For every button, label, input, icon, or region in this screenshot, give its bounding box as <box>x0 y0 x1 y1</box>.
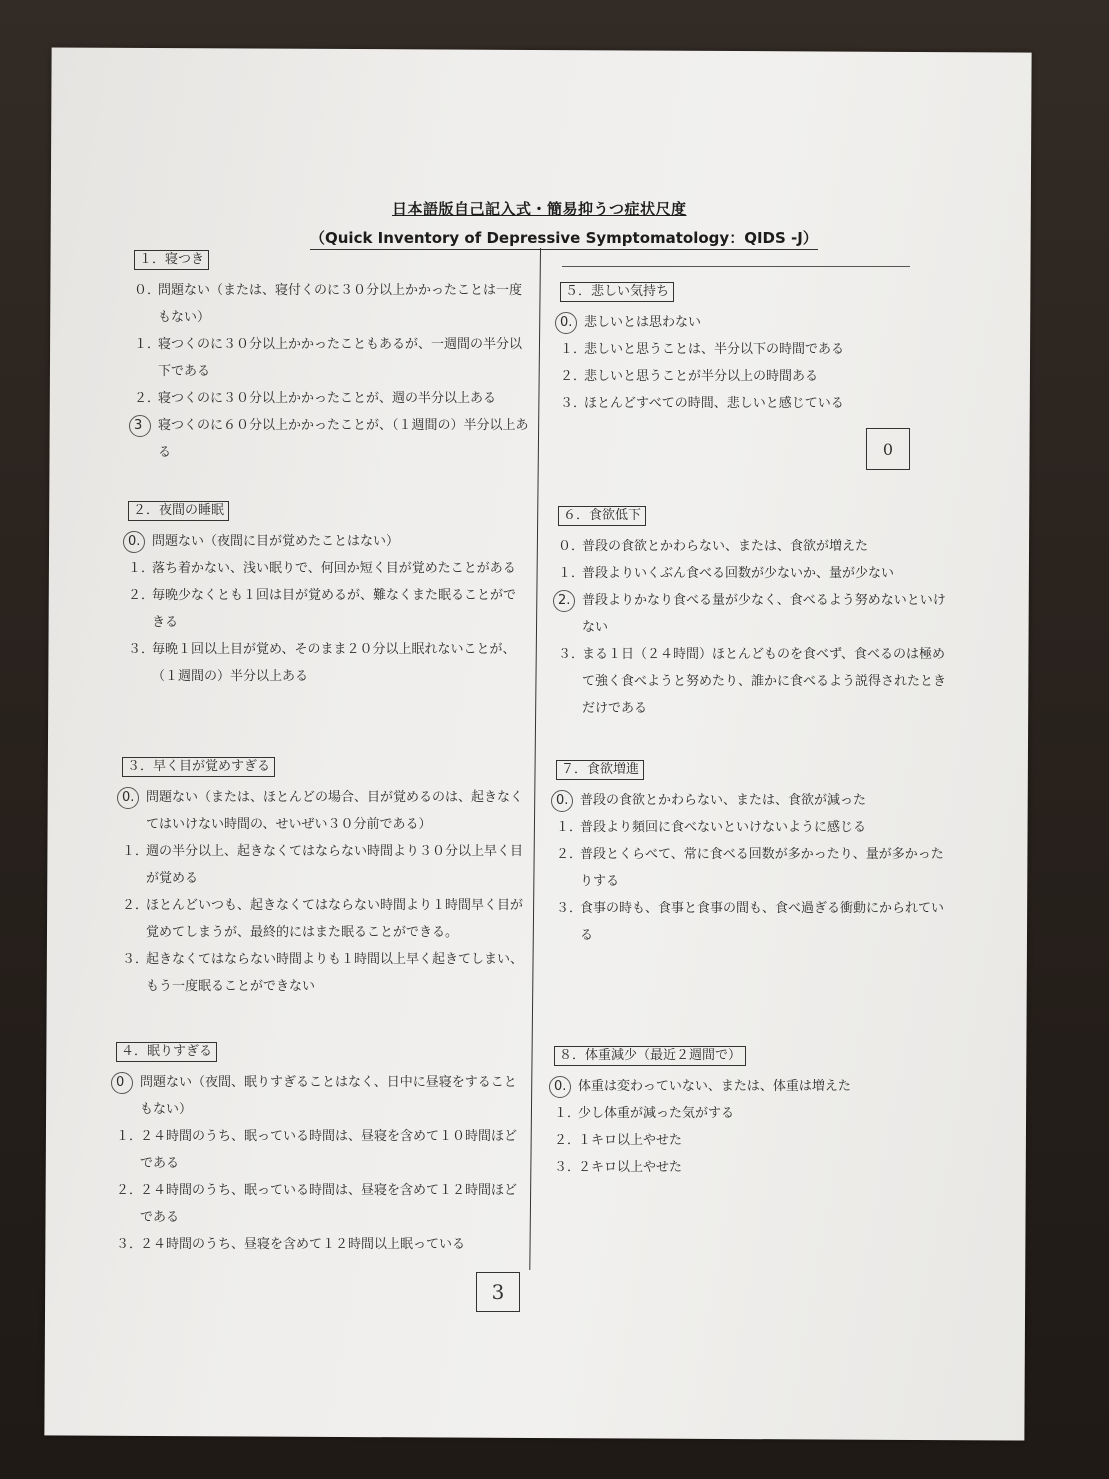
list-item <box>134 385 534 412</box>
section-early-waking <box>122 757 526 1000</box>
item-number: ２． <box>554 1133 581 1148</box>
list-item <box>116 1123 520 1177</box>
page-score-box: 3 <box>476 1272 520 1312</box>
item-text: 悲しいと思うことが半分以上の時間ある <box>584 369 819 384</box>
item-text: ２キロ以上やせた <box>578 1160 683 1175</box>
item-number: ３． <box>558 647 585 662</box>
section-weight-loss <box>554 1046 954 1181</box>
item-number: １． <box>558 566 585 581</box>
section-heading: ７．食欲増進 <box>556 760 644 780</box>
list-item <box>134 331 534 385</box>
list-item <box>560 336 920 363</box>
item-text: 起きなくてはならない時間よりも１時間以上早く起きてしまい、もう一度眠ることができない <box>146 952 524 994</box>
list-item-selected <box>556 787 956 814</box>
list-item <box>556 895 956 949</box>
item-number: 0. <box>556 793 569 808</box>
list-item-selected <box>116 1069 520 1123</box>
section-sadness <box>560 282 920 417</box>
list-item <box>128 582 528 636</box>
item-number: 0 <box>116 1075 125 1090</box>
list-item <box>128 636 528 690</box>
item-text: ２４時間のうち、眠っている時間は、昼寝を含めて１０時間ほどである <box>140 1129 518 1171</box>
list-item <box>558 533 956 560</box>
item-number: １． <box>556 820 583 835</box>
list-item <box>554 1127 954 1154</box>
item-text: 問題ない（または、寝付くのに３０分以上かかったことは一度もない） <box>158 283 523 325</box>
list-item <box>556 841 956 895</box>
item-number: ３． <box>128 642 155 657</box>
item-text: 落ち着かない、浅い眠りで、何回か短く目が覚めたことがある <box>152 561 516 576</box>
item-text: ２４時間のうち、昼寝を含めて１２時間以上眠っている <box>140 1237 466 1252</box>
item-text: 普段の食欲とかわらない、または、食欲が増えた <box>582 539 869 554</box>
item-text: 少し体重が減った気がする <box>578 1106 735 1121</box>
item-number: ０． <box>558 539 585 554</box>
item-text: 問題ない（または、ほとんどの場合、目が覚めるのは、起きなくてはいけない時間の、せいぜい３０分前である） <box>146 790 524 832</box>
section-heading: ３．早く目が覚めすぎる <box>122 757 275 777</box>
list-item <box>558 641 956 722</box>
item-number: ３． <box>556 901 583 916</box>
item-text: 週の半分以上、起きなくてはならない時間より３０分以上早く目が覚める <box>146 844 524 886</box>
top-rule <box>562 266 910 267</box>
item-number: ２． <box>122 898 149 913</box>
list-item <box>116 1231 520 1258</box>
list-item <box>554 1154 954 1181</box>
item-text: ほとんどいつも、起きなくてはならない時間より１時間早く目が覚めてしまうが、最終的にはまた眠ることができる。 <box>146 898 524 940</box>
item-number: ２． <box>116 1183 143 1198</box>
item-number: ３． <box>554 1160 581 1175</box>
item-number: 2. <box>558 593 571 608</box>
list-item-selected <box>558 587 956 641</box>
item-text: 毎晩少なくとも１回は目が覚めるが、難なくまた眠ることができる <box>152 588 517 630</box>
section-decreased-appetite <box>558 506 956 722</box>
item-text: 普段とくらべて、常に食べる回数が多かったり、量が多かったりする <box>580 847 944 889</box>
list-item-selected <box>560 309 920 336</box>
item-number: １． <box>554 1106 581 1121</box>
list-item-selected <box>128 528 528 555</box>
section-heading: ２．夜間の睡眠 <box>128 501 229 521</box>
list-item <box>122 892 526 946</box>
item-number: ２． <box>134 391 161 406</box>
item-text: 悲しいとは思わない <box>584 315 702 330</box>
section-heading: ５．悲しい気持ち <box>560 282 674 302</box>
item-text: 普段よりいくぶん食べる回数が少ないか、量が少ない <box>582 566 895 581</box>
list-item-selected <box>134 412 534 466</box>
item-text: 寝つくのに３０分以上かかったこともあるが、一週間の半分以下である <box>158 337 523 379</box>
list-item <box>558 560 956 587</box>
item-text: 問題ない（夜間に目が覚めたことはない） <box>152 534 400 549</box>
item-text: 寝つくのに６０分以上かかったことが、（１週間の）半分以上ある <box>158 418 529 460</box>
item-text: １キロ以上やせた <box>578 1133 683 1148</box>
item-text: 体重は変わっていない、または、体重は増えた <box>578 1079 851 1094</box>
item-number: １． <box>134 337 161 352</box>
section-oversleeping <box>116 1042 520 1258</box>
list-item <box>122 838 526 892</box>
list-item <box>560 390 920 417</box>
item-number: ３． <box>560 396 587 411</box>
item-number: １． <box>128 561 155 576</box>
item-number: ２． <box>128 588 155 603</box>
list-item <box>560 363 920 390</box>
document-subtitle: （Quick Inventory of Depressive Symptomatology：QIDS -J） <box>310 227 818 250</box>
section-night-sleep <box>128 501 528 690</box>
item-text: 普段の食欲とかわらない、または、食欲が減った <box>580 793 867 808</box>
list-item <box>554 1100 954 1127</box>
item-text: 普段より頻回に食べないといけないように感じる <box>580 820 867 835</box>
item-number: １． <box>122 844 149 859</box>
item-number: 0. <box>560 315 573 330</box>
list-item <box>134 277 534 331</box>
item-number: 0. <box>128 534 141 549</box>
section-increased-appetite <box>556 760 956 949</box>
section-heading: ４．眠りすぎる <box>116 1042 217 1062</box>
list-item-selected <box>554 1073 954 1100</box>
section-sleep-onset <box>134 250 534 466</box>
item-text: ほとんどすべての時間、悲しいと感じている <box>584 396 844 411</box>
item-number: ０． <box>134 283 161 298</box>
section-heading: ６．食欲低下 <box>558 506 646 526</box>
document-title: 日本語版自己記入式・簡易抑うつ症状尺度 <box>392 200 687 218</box>
item-text: まる１日（２４時間）ほとんどものを食べず、食べるのは極めて強く食べようと努めたり、誰かに食べるよう説得されたときだけである <box>582 647 947 716</box>
item-number: ２． <box>556 847 583 862</box>
item-text: ２４時間のうち、眠っている時間は、昼寝を含めて１２時間ほどである <box>140 1183 518 1225</box>
item-text: 毎晩１回以上目が覚め、そのまま２０分以上眠れないことが、（１週間の）半分以上ある <box>152 642 516 684</box>
section-heading: １．寝つき <box>134 250 209 270</box>
item-text: 普段よりかなり食べる量が少なく、食べるよう努めないといけない <box>582 593 946 635</box>
list-item-selected <box>122 784 526 838</box>
section-score-box: 0 <box>866 428 910 470</box>
section-heading: ８．体重減少（最近２週間で） <box>554 1046 746 1066</box>
item-number: 3 <box>134 418 143 433</box>
item-number: ３． <box>122 952 149 967</box>
list-item <box>128 555 528 582</box>
list-item <box>116 1177 520 1231</box>
item-text: 寝つくのに３０分以上かかったことが、週の半分以上ある <box>158 391 497 406</box>
item-number: １． <box>116 1129 143 1144</box>
item-number: 0. <box>554 1079 567 1094</box>
item-number: ２． <box>560 369 587 384</box>
item-number: ３． <box>116 1237 143 1252</box>
item-text: 問題ない（夜間、眠りすぎることはなく、日中に昼寝をすることもない） <box>140 1075 517 1117</box>
item-number: 0. <box>122 790 135 805</box>
item-text: 悲しいと思うことは、半分以下の時間である <box>584 342 845 357</box>
list-item <box>122 946 526 1000</box>
item-number: １． <box>560 342 587 357</box>
list-item <box>556 814 956 841</box>
item-text: 食事の時も、食事と食事の間も、食べ過ぎる衝動にかられている <box>580 901 945 943</box>
